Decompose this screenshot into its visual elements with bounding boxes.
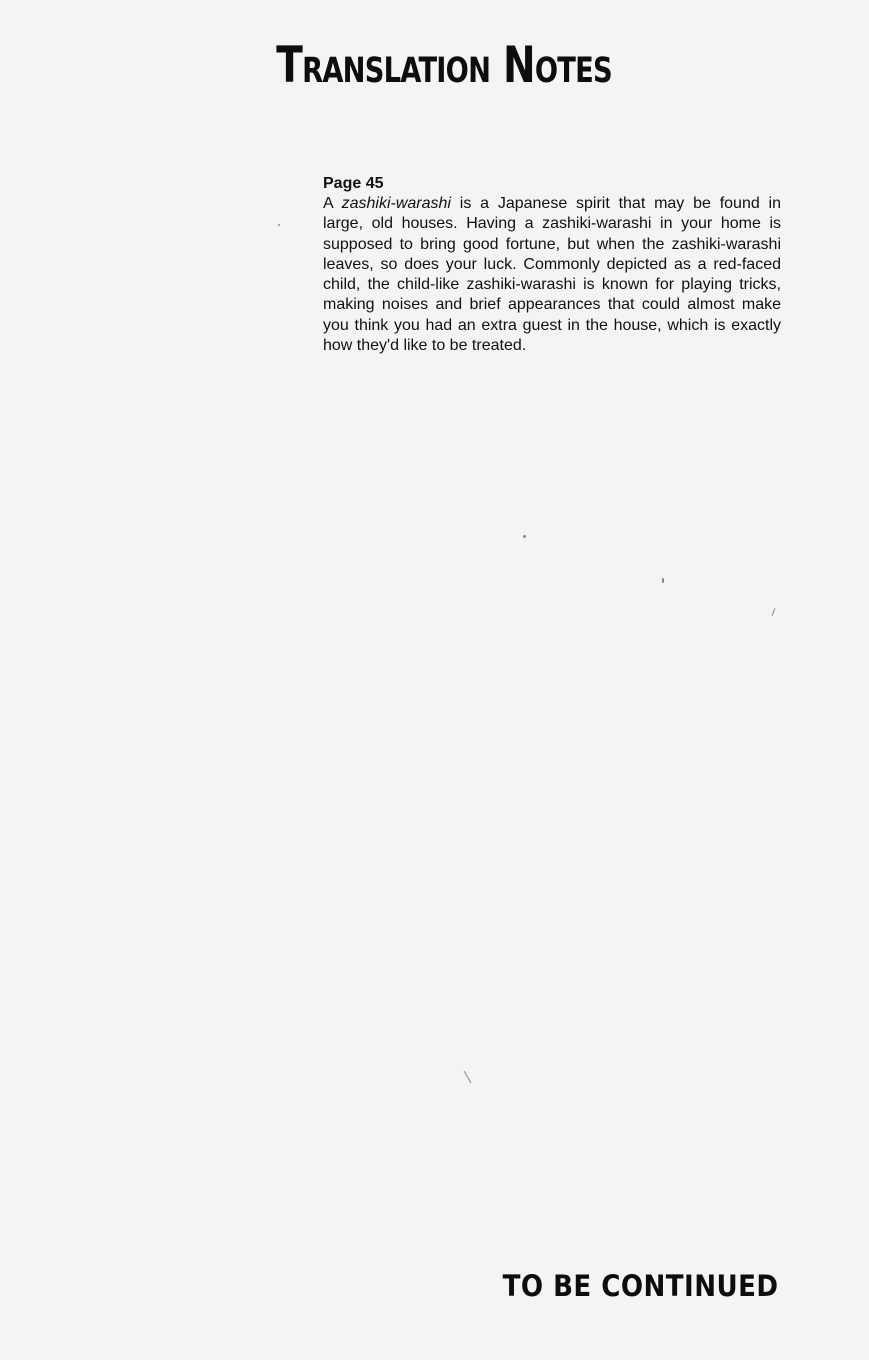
paper-speck bbox=[523, 535, 526, 538]
paper-speck bbox=[662, 578, 664, 583]
page-title: Translation Notes bbox=[276, 36, 612, 94]
paper-speck bbox=[464, 1071, 472, 1084]
to-be-continued: TO BE CONTINUED bbox=[503, 1269, 779, 1303]
note-text: is a Japanese spirit that may be found in large, old houses. Having a zashiki-warashi in your home is supposed to bring good fortune, but when the zashiki-warashi leaves, so does your luck. Commonly depicted as a red-faced child, the child-like zashiki-warashi is known for playing tricks, making noises and brief appearances that could almost make you think you had an extra guest in the house, which is exactly how they'd like to be treated. bbox=[323, 195, 781, 355]
paper-speck bbox=[278, 224, 280, 226]
translation-note bbox=[323, 174, 781, 356]
paper-speck bbox=[772, 608, 776, 616]
note-body bbox=[323, 194, 781, 356]
note-term: zashiki-warashi bbox=[341, 195, 451, 212]
note-heading: Page 45 bbox=[323, 175, 384, 192]
note-term-prefix: A bbox=[323, 195, 342, 212]
